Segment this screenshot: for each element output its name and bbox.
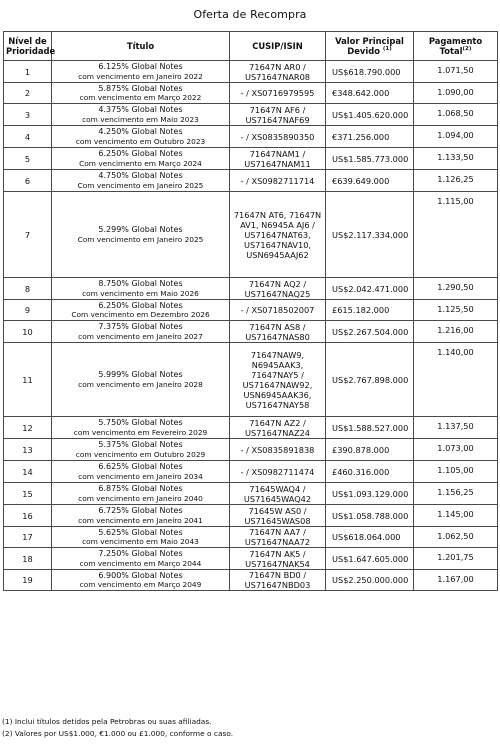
note-maturity: com vencimento em Janeiro 2027: [78, 331, 203, 341]
priority-cell: 6: [4, 170, 52, 192]
cusip-cell: 71647NAW9, N6945AAK3, 71647NAY5 / US71647NAW92, USN6945AAK36, US71647NAY58: [230, 343, 326, 417]
payment-cell: 1.126,25: [414, 170, 498, 192]
note-maturity: com vencimento em Outubro 2023: [75, 136, 206, 146]
principal-cell: US$1.647.605.000: [326, 548, 414, 570]
table-row: [4, 483, 498, 505]
principal-cell: US$1.585.773.000: [326, 148, 414, 170]
note-maturity: com vencimento em Janeiro 2022: [78, 71, 203, 81]
note-coupon: 6.250% Global Notes: [98, 300, 183, 310]
title-cell: [52, 570, 230, 591]
payment-cell: 1.062,50: [414, 527, 498, 548]
principal-cell: US$1.093.129.000: [326, 483, 414, 505]
payment-cell: 1.073,00: [414, 439, 498, 461]
note-maturity: com vencimento em Outubro 2029: [75, 449, 206, 459]
cusip-cell: 71645WAQ4 / US71645WAQ42: [230, 483, 326, 505]
table-row: [4, 570, 498, 591]
note-maturity: com vencimento em Março 2044: [79, 558, 202, 568]
principal-cell: €371.256.000: [326, 126, 414, 148]
payment-cell: 1.068,50: [414, 104, 498, 126]
principal-cell: US$2.117.334.000: [326, 192, 414, 278]
priority-cell: 15: [4, 483, 52, 505]
payment-cell: 1.201,75: [414, 548, 498, 570]
payment-cell: 1.133,50: [414, 148, 498, 170]
title-cell: [52, 505, 230, 527]
note-coupon: 7.250% Global Notes: [98, 549, 183, 559]
note-coupon: 6.250% Global Notes: [98, 149, 183, 159]
payment-cell: 1.290,50: [414, 278, 498, 300]
cusip-cell: 71647N AQ2 / US71647NAQ25: [230, 278, 326, 300]
title-cell: [52, 417, 230, 439]
table-row: [4, 61, 498, 83]
table-row: [4, 170, 498, 192]
title-cell: [52, 439, 230, 461]
principal-cell: £460.316.000: [326, 461, 414, 483]
payment-cell: 1.140,00: [414, 343, 498, 417]
cusip-cell: 71647N AR0 / US71647NAR08: [230, 61, 326, 83]
priority-cell: 16: [4, 505, 52, 527]
principal-cell: US$618.790.000: [326, 61, 414, 83]
note-coupon: 5.750% Global Notes: [98, 418, 183, 428]
cusip-cell: 71647N AK5 / US71647NAK54: [230, 548, 326, 570]
priority-cell: 11: [4, 343, 52, 417]
priority-cell: 9: [4, 300, 52, 321]
note-coupon: 6.625% Global Notes: [98, 462, 183, 472]
note-coupon: 5.999% Global Notes: [98, 370, 183, 380]
cusip-cell: 71647N AT6, 71647N AV1, N6945A AJ6 / US71647NAT63, US71647NAV10, USN6945AAJ62: [230, 192, 326, 278]
note-maturity: com vencimento em Janeiro 2028: [78, 379, 203, 389]
note-coupon: 4.250% Global Notes: [98, 127, 183, 137]
footnote-1: (1) Inclui títulos detidos pela Petrobras ou suas afiliadas.: [2, 717, 212, 726]
header-principal-footnote-marker: (1): [382, 46, 392, 53]
note-maturity: com vencimento em Fevereiro 2029: [73, 427, 208, 437]
priority-cell: 14: [4, 461, 52, 483]
note-coupon: 6.125% Global Notes: [98, 62, 183, 72]
note-coupon: 5.625% Global Notes: [98, 527, 183, 537]
priority-cell: 4: [4, 126, 52, 148]
table-row: [4, 300, 498, 321]
title-cell: [52, 148, 230, 170]
title-cell: [52, 343, 230, 417]
table-row: [4, 417, 498, 439]
table-row: [4, 83, 498, 104]
priority-cell: 19: [4, 570, 52, 591]
table-header-row: [4, 32, 498, 61]
principal-cell: £390.878.000: [326, 439, 414, 461]
note-coupon: 4.375% Global Notes: [98, 105, 183, 115]
priority-cell: 17: [4, 527, 52, 548]
title-cell: [52, 527, 230, 548]
payment-cell: 1.137,50: [414, 417, 498, 439]
note-maturity: Com vencimento em Janeiro 2025: [77, 234, 204, 244]
note-maturity: com vencimento em Março 2049: [79, 580, 202, 590]
principal-cell: US$2.042.471.000: [326, 278, 414, 300]
title-cell: [52, 461, 230, 483]
principal-cell: £615.182.000: [326, 300, 414, 321]
title-cell: [52, 548, 230, 570]
principal-cell: US$1.405.620.000: [326, 104, 414, 126]
principal-cell: US$1.588.527.000: [326, 417, 414, 439]
header-principal-label: Valor Principal Devido: [335, 35, 404, 56]
priority-cell: 10: [4, 321, 52, 343]
header-cusip: CUSIP/ISIN: [230, 32, 326, 61]
principal-cell: US$2.250.000.000: [326, 570, 414, 591]
document-title: Oferta de Recompra: [193, 8, 307, 21]
payment-cell: 1.216,00: [414, 321, 498, 343]
title-cell: [52, 126, 230, 148]
table-row: [4, 527, 498, 548]
table-row: [4, 505, 498, 527]
header-priority: Nível de Prioridade: [4, 32, 52, 61]
cusip-cell: - / XS0982711474: [230, 461, 326, 483]
cusip-cell: 71645W AS0 / US71645WAS08: [230, 505, 326, 527]
table-row: [4, 343, 498, 417]
note-coupon: 5.875% Global Notes: [98, 83, 183, 93]
header-payment-label: Pagamento Total: [428, 35, 483, 56]
note-maturity: com vencimento em Março 2022: [79, 93, 202, 103]
header-payment-footnote-marker: (2): [462, 46, 472, 53]
payment-cell: 1.145,00: [414, 505, 498, 527]
table-row: [4, 192, 498, 278]
principal-cell: US$618.064.000: [326, 527, 414, 548]
payment-cell: 1.167,00: [414, 570, 498, 591]
principal-cell: US$2.267.504.000: [326, 321, 414, 343]
principal-cell: US$1.058.788.000: [326, 505, 414, 527]
table-row: [4, 439, 498, 461]
table-row: [4, 548, 498, 570]
cusip-cell: - / XS0835890350: [230, 126, 326, 148]
priority-cell: 8: [4, 278, 52, 300]
priority-cell: 18: [4, 548, 52, 570]
principal-cell: US$2.767.898.000: [326, 343, 414, 417]
note-maturity: Com vencimento em Dezembro 2026: [71, 310, 210, 320]
title-cell: [52, 192, 230, 278]
table-row: [4, 321, 498, 343]
principal-cell: €348.642.000: [326, 83, 414, 104]
note-coupon: 5.299% Global Notes: [98, 225, 183, 235]
title-cell: [52, 61, 230, 83]
cusip-cell: - / XS0982711714: [230, 170, 326, 192]
note-maturity: com vencimento em Janeiro 2034: [78, 471, 203, 481]
note-maturity: com vencimento em Maio 2043: [82, 537, 199, 547]
cusip-cell: 71647N BD0 / US71647NBD03: [230, 570, 326, 591]
note-coupon: 8.750% Global Notes: [98, 279, 183, 289]
repurchase-offer-table: [3, 31, 498, 591]
cusip-cell: 71647N AS8 / US71647NAS80: [230, 321, 326, 343]
priority-cell: 5: [4, 148, 52, 170]
title-cell: [52, 83, 230, 104]
priority-cell: 2: [4, 83, 52, 104]
note-maturity: Com vencimento em Março 2024: [79, 158, 202, 168]
note-maturity: Com vencimento em Janeiro 2025: [77, 180, 204, 190]
header-principal: [326, 32, 414, 61]
note-coupon: 5.375% Global Notes: [98, 440, 183, 450]
cusip-cell: - / XS0835891838: [230, 439, 326, 461]
title-cell: [52, 321, 230, 343]
title-cell: [52, 300, 230, 321]
cusip-cell: - / XS0718502007: [230, 300, 326, 321]
table-row: [4, 148, 498, 170]
note-maturity: com vencimento em Janeiro 2041: [78, 515, 203, 525]
footnotes: [2, 716, 233, 740]
header-title: Título: [52, 32, 230, 61]
cusip-cell: 71647N AZ2 / US71647NAZ24: [230, 417, 326, 439]
note-coupon: 6.900% Global Notes: [98, 570, 183, 580]
principal-cell: €639.649.000: [326, 170, 414, 192]
footnote-2: (2) Valores por US$1.000, €1.000 ou £1.000, conforme o caso.: [2, 729, 234, 738]
payment-cell: 1.105,00: [414, 461, 498, 483]
title-cell: [52, 104, 230, 126]
priority-cell: 7: [4, 192, 52, 278]
cusip-cell: 71647N AA7 / US71647NAA72: [230, 527, 326, 548]
priority-cell: 1: [4, 61, 52, 83]
cusip-cell: 71647NAM1 / US71647NAM11: [230, 148, 326, 170]
note-coupon: 6.875% Global Notes: [98, 484, 183, 494]
priority-cell: 3: [4, 104, 52, 126]
table-row: [4, 278, 498, 300]
cusip-cell: - / XS0716979595: [230, 83, 326, 104]
payment-cell: 1.115,00: [414, 192, 498, 278]
note-maturity: com vencimento em Maio 2026: [82, 288, 199, 298]
cusip-cell: 71647N AF6 / US71647NAF69: [230, 104, 326, 126]
title-cell: [52, 170, 230, 192]
note-coupon: 6.725% Global Notes: [98, 506, 183, 516]
priority-cell: 13: [4, 439, 52, 461]
payment-cell: 1.090,00: [414, 83, 498, 104]
title-cell: [52, 483, 230, 505]
payment-cell: 1.125,50: [414, 300, 498, 321]
note-maturity: com vencimento em Janeiro 2040: [78, 493, 203, 503]
payment-cell: 1.156,25: [414, 483, 498, 505]
table-body: [4, 61, 498, 591]
note-coupon: 4.750% Global Notes: [98, 171, 183, 181]
title-cell: [52, 278, 230, 300]
payment-cell: 1.094,00: [414, 126, 498, 148]
table-row: [4, 461, 498, 483]
note-coupon: 7.375% Global Notes: [98, 322, 183, 332]
header-payment: [414, 32, 498, 61]
table-row: [4, 104, 498, 126]
note-maturity: com vencimento em Maio 2023: [82, 114, 199, 124]
table-row: [4, 126, 498, 148]
payment-cell: 1.071,50: [414, 61, 498, 83]
priority-cell: 12: [4, 417, 52, 439]
